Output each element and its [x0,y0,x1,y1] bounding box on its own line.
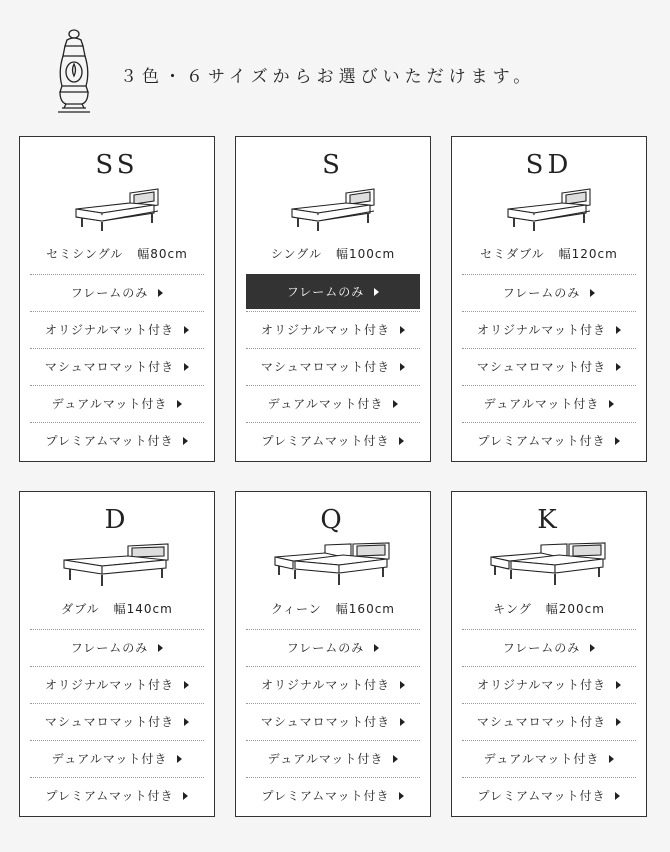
arrow-right-icon [374,288,379,296]
option-link[interactable] [462,385,636,422]
option-label: プレミアムマット付き [45,789,174,803]
option-label: プレミアムマット付き [261,789,390,803]
option-label: フレームのみ [286,641,365,655]
option-label: デュアルマット付き [267,397,384,411]
size-width: 幅160cm [335,602,395,616]
option-link[interactable] [246,311,420,348]
bed-illustration [20,181,214,239]
arrow-right-icon [184,363,189,371]
option-link[interactable] [246,740,420,777]
size-code: SD [525,150,573,180]
arrow-right-icon [400,363,405,371]
option-list [462,629,636,814]
arrow-right-icon [183,437,188,445]
option-label: デュアルマット付き [51,752,168,766]
page-header [0,0,670,125]
arrow-right-icon [615,792,620,800]
arrow-right-icon [399,792,404,800]
option-link[interactable] [30,629,204,666]
option-label: フレームのみ [70,286,149,300]
size-width: 幅100cm [335,247,396,261]
arrow-right-icon [616,681,621,689]
option-link[interactable] [462,348,636,385]
option-link[interactable] [30,740,204,777]
size-width: 幅80cm [137,247,188,261]
size-card-k [451,491,647,817]
arrow-right-icon [616,718,621,726]
size-code: Q [320,505,346,535]
wide-bed-icon [62,542,172,588]
arrow-right-icon [399,437,404,445]
header-text: ３色・６サイズからお選びいただけます。 [120,67,536,87]
lantern-icon [52,28,96,116]
single-bed-icon [288,187,378,233]
size-name: ダブル [61,602,100,616]
size-card-s [235,136,431,462]
split-bed-icon [273,541,393,589]
option-label: プレミアムマット付き [477,434,606,448]
option-label: マシュマロマット付き [476,360,607,374]
single-bed-icon [72,187,162,233]
option-label: デュアルマット付き [267,752,384,766]
bed-illustration [20,536,214,594]
option-link[interactable] [30,666,204,703]
option-link[interactable] [246,777,420,814]
arrow-right-icon [184,681,189,689]
size-name: セミダブル [480,247,545,261]
size-name: キング [493,602,532,616]
bed-illustration [452,536,646,594]
option-label: マシュマロマット付き [476,715,607,729]
size-card-q [235,491,431,817]
arrow-right-icon [400,718,405,726]
option-link[interactable] [30,348,204,385]
option-link[interactable] [462,274,636,311]
arrow-right-icon [615,437,620,445]
arrow-right-icon [158,289,163,297]
option-list [30,274,204,459]
option-link[interactable] [462,740,636,777]
size-name: シングル [270,247,322,261]
arrow-right-icon [590,644,595,652]
option-label: フレームのみ [70,641,149,655]
option-label: マシュマロマット付き [260,715,391,729]
size-description [20,245,214,262]
option-label: オリジナルマット付き [45,678,174,692]
option-list [246,274,420,459]
option-link[interactable] [246,274,420,309]
single-bed-icon [504,187,594,233]
size-code: D [104,505,130,535]
option-link[interactable] [246,422,420,459]
option-label: オリジナルマット付き [477,678,606,692]
option-link[interactable] [30,703,204,740]
option-label: マシュマロマット付き [44,360,175,374]
arrow-right-icon [616,363,621,371]
size-card-d [19,491,215,817]
split-bed-icon [489,541,609,589]
option-label: オリジナルマット付き [45,323,174,337]
option-label: デュアルマット付き [483,397,600,411]
arrow-right-icon [177,755,182,763]
option-label: オリジナルマット付き [261,323,390,337]
arrow-right-icon [183,792,188,800]
option-list [30,629,204,814]
size-name: セミシングル [46,247,124,261]
option-label: マシュマロマット付き [260,360,391,374]
arrow-right-icon [393,400,398,408]
option-link[interactable] [246,629,420,666]
arrow-right-icon [184,326,189,334]
size-description [236,245,430,262]
option-link[interactable] [462,311,636,348]
option-label: フレームのみ [286,285,365,299]
arrow-right-icon [374,644,379,652]
option-link[interactable] [462,629,636,666]
option-link[interactable] [462,777,636,814]
size-description [452,600,646,617]
option-label: プレミアムマット付き [477,789,606,803]
option-link[interactable] [246,348,420,385]
size-card-sd [451,136,647,462]
option-label: フレームのみ [502,286,581,300]
size-card-ss [19,136,215,462]
bed-illustration [452,181,646,239]
arrow-right-icon [609,755,614,763]
option-link[interactable] [30,777,204,814]
size-description [20,600,214,617]
size-width: 幅200cm [545,602,605,616]
option-link[interactable] [246,385,420,422]
size-width: 幅120cm [558,247,618,261]
option-link[interactable] [30,385,204,422]
arrow-right-icon [184,718,189,726]
option-label: プレミアムマット付き [45,434,174,448]
option-label: オリジナルマット付き [261,678,390,692]
option-link[interactable] [462,422,636,459]
option-link[interactable] [246,703,420,740]
arrow-right-icon [400,326,405,334]
option-label: オリジナルマット付き [477,323,606,337]
option-link[interactable] [30,274,204,311]
arrow-right-icon [177,400,182,408]
arrow-right-icon [158,644,163,652]
arrow-right-icon [616,326,621,334]
bed-illustration [236,536,430,594]
arrow-right-icon [609,400,614,408]
size-description [236,600,430,617]
size-code: SS [95,150,139,180]
option-label: デュアルマット付き [483,752,600,766]
size-description [452,245,646,262]
size-width: 幅140cm [113,602,173,616]
arrow-right-icon [393,755,398,763]
option-label: デュアルマット付き [51,397,168,411]
option-link[interactable] [30,422,204,459]
option-link[interactable] [246,666,420,703]
option-list [462,274,636,459]
size-code: S [322,150,344,180]
option-label: フレームのみ [502,641,581,655]
arrow-right-icon [400,681,405,689]
option-link[interactable] [30,311,204,348]
option-link[interactable] [462,666,636,703]
option-label: プレミアムマット付き [261,434,390,448]
size-name: クィーン [270,602,322,616]
option-label: マシュマロマット付き [44,715,175,729]
bed-illustration [236,181,430,239]
arrow-right-icon [590,289,595,297]
option-link[interactable] [462,703,636,740]
size-code: K [537,505,561,535]
option-list [246,629,420,814]
